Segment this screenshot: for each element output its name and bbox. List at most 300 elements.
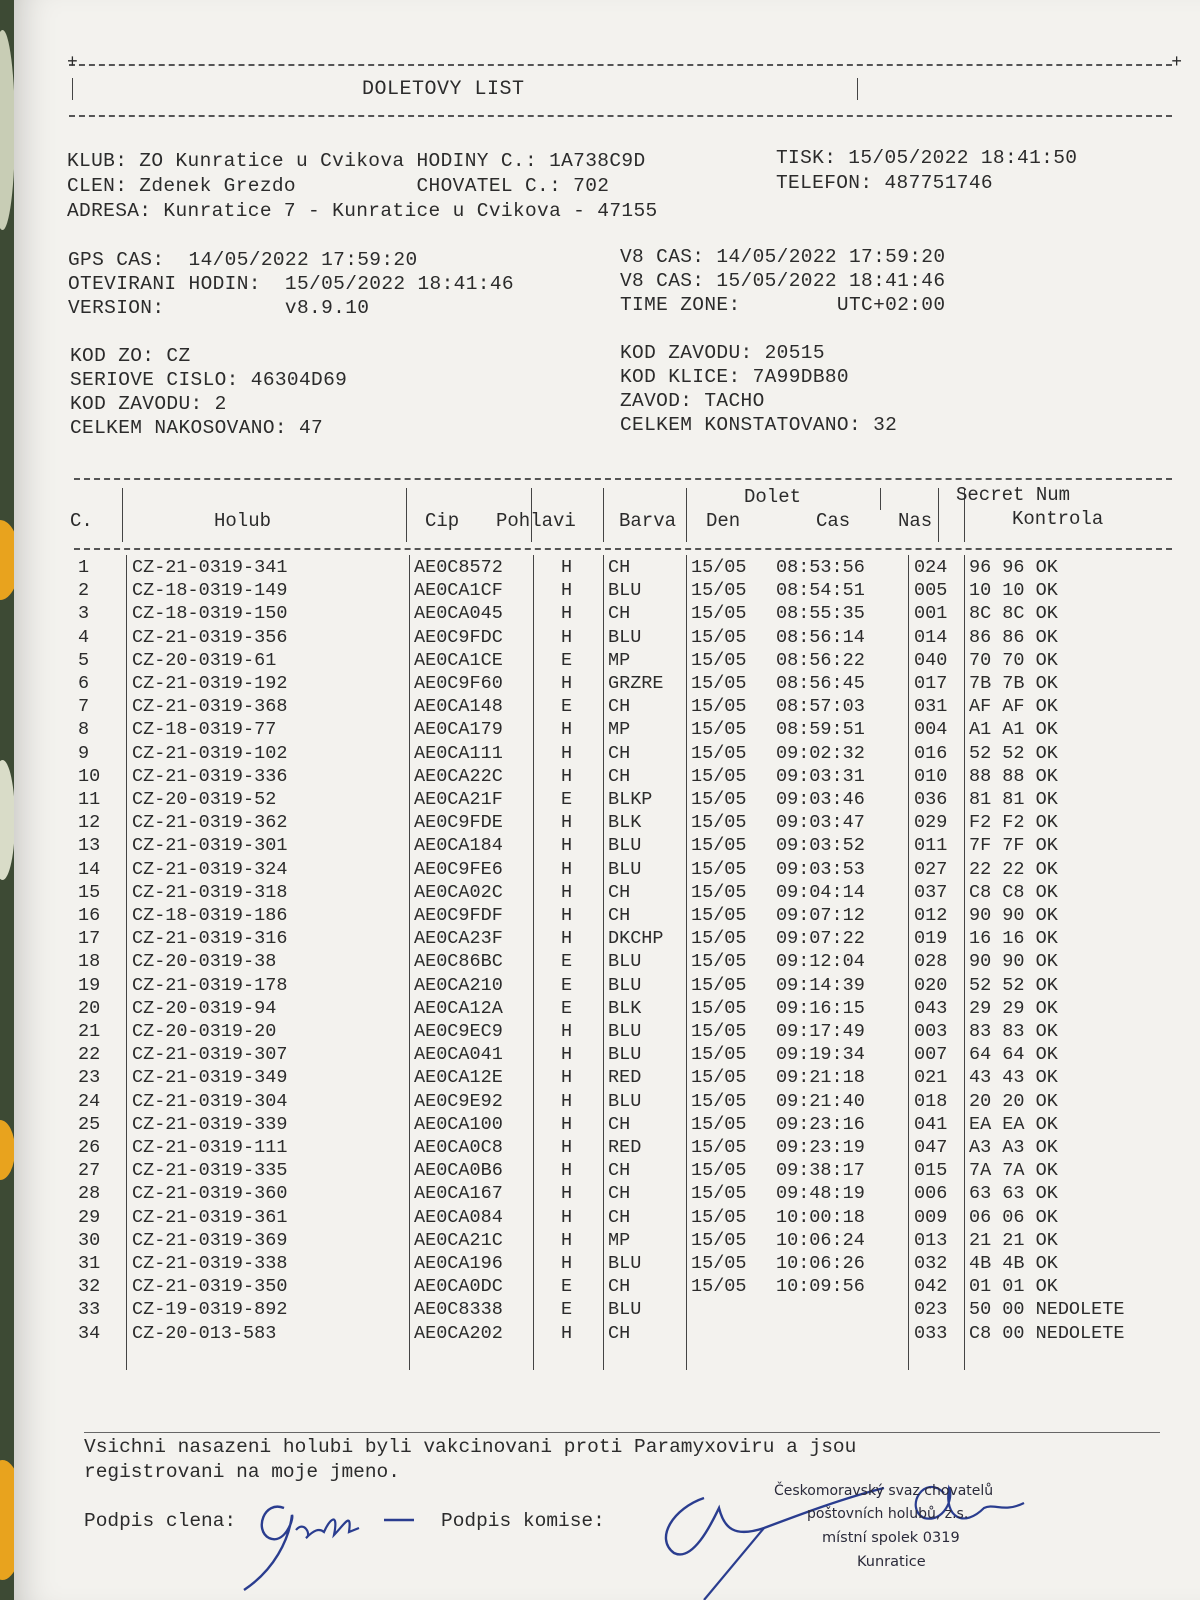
cell-cas: 10:06:26	[776, 1253, 865, 1274]
cell-den: 15/05	[691, 673, 747, 694]
cell-holub: CZ-21-0319-356	[132, 626, 288, 648]
cell-holub: CZ-20-0319-20	[132, 1021, 277, 1042]
cell-pohlavi: H	[561, 1137, 573, 1158]
cell-den: 15/05	[691, 881, 747, 903]
cell-poradi: 12	[78, 812, 101, 834]
cell-cas: 09:16:15	[776, 997, 865, 1019]
cell-cip: AE0C8338	[414, 1299, 503, 1321]
cell-barva: MP	[608, 719, 631, 741]
cell-cip: AE0CA1CF	[414, 580, 503, 602]
cell-nas: 011	[914, 835, 948, 857]
cell-cas: 08:56:45	[776, 673, 865, 694]
cell-den: 15/05	[691, 696, 747, 718]
cell-nas: 018	[914, 1090, 948, 1112]
member-signature	[234, 1490, 434, 1600]
stamp-line-2: poštovních holubů, z.s.	[807, 1506, 969, 1522]
cell-den: 15/05	[691, 649, 747, 671]
cell-holub: CZ-20-0319-61	[132, 649, 277, 671]
cell-cip: AE0CA196	[414, 1253, 503, 1274]
cell-holub: CZ-21-0319-111	[132, 1137, 288, 1158]
cell-den: 15/05	[691, 812, 747, 834]
cell-pohlavi: H	[561, 1044, 573, 1066]
cell-den: 15/05	[691, 765, 747, 787]
cell-nas: 031	[914, 696, 948, 718]
cell-den: 15/05	[691, 997, 747, 1019]
cell-poradi: 13	[78, 835, 101, 857]
cell-poradi: 32	[78, 1276, 101, 1298]
info-v8-cas-1: V8 CAS: 14/05/2022 17:59:20	[620, 246, 946, 268]
cell-nas: 013	[914, 1229, 948, 1251]
cell-pohlavi: H	[561, 881, 573, 903]
cell-poradi: 19	[78, 974, 101, 996]
cell-poradi: 5	[78, 649, 90, 671]
cell-nas: 019	[914, 928, 948, 950]
cell-poradi: 10	[78, 765, 101, 787]
table-row	[14, 672, 1184, 695]
cell-poradi: 6	[78, 673, 90, 694]
cell-nas: 041	[914, 1113, 948, 1135]
cell-cas: 09:23:19	[776, 1137, 865, 1158]
cell-poradi: 4	[78, 626, 90, 648]
cell-cas: 09:14:39	[776, 974, 865, 996]
header-divider	[603, 488, 604, 542]
cell-barva: CH	[608, 1322, 631, 1344]
cell-kontrola: 90 90 OK	[969, 905, 1058, 926]
cell-barva: BLU	[608, 974, 642, 996]
cell-barva: MP	[608, 649, 631, 671]
cell-cip: AE0CA12E	[414, 1067, 503, 1089]
cell-pohlavi: H	[561, 1229, 573, 1251]
cell-poradi: 29	[78, 1206, 101, 1228]
info-seriove-cislo: SERIOVE CISLO: 46304D69	[70, 369, 348, 391]
cell-pohlavi: H	[561, 1067, 573, 1089]
table-row	[14, 950, 1184, 973]
cell-pohlavi: H	[561, 858, 573, 880]
cell-nas: 029	[914, 812, 948, 834]
cell-poradi: 3	[78, 603, 90, 625]
cell-pohlavi: H	[561, 742, 573, 764]
cell-den: 15/05	[691, 835, 747, 857]
cell-cas: 10:00:18	[776, 1206, 865, 1228]
cell-kontrola: 96 96 OK	[969, 557, 1058, 578]
cell-nas: 007	[914, 1044, 948, 1066]
cell-nas: 021	[914, 1067, 948, 1089]
cell-pohlavi: H	[561, 719, 573, 741]
header-divider	[880, 488, 881, 510]
declaration-line-1: Vsichni nasazeni holubi byli vakcinovani proti Paramyxoviru a jsou	[84, 1436, 857, 1458]
cell-cip: AE0CA02C	[414, 881, 503, 903]
cell-pohlavi: H	[561, 1160, 573, 1182]
cell-poradi: 14	[78, 858, 101, 880]
cell-nas: 005	[914, 580, 948, 602]
cell-poradi: 27	[78, 1160, 101, 1182]
cell-poradi: 15	[78, 881, 101, 903]
table-row	[14, 718, 1184, 741]
cell-cas: 09:21:18	[776, 1067, 865, 1089]
cell-holub: CZ-21-0319-360	[132, 1183, 288, 1205]
cell-cip: AE0CA148	[414, 696, 503, 718]
info-klub: KLUB: ZO Kunratice u Cvikova HODINY C.: 1A738C9D	[67, 150, 646, 172]
cell-pohlavi: E	[561, 951, 573, 973]
cell-den: 15/05	[691, 951, 747, 973]
cell-cip: AE0CA23F	[414, 928, 503, 950]
cell-cas: 10:09:56	[776, 1276, 865, 1298]
cell-den: 15/05	[691, 1160, 747, 1182]
cell-poradi: 23	[78, 1067, 101, 1089]
cell-kontrola: 88 88 OK	[969, 765, 1058, 787]
cell-pohlavi: H	[561, 557, 573, 578]
cell-cas: 09:03:31	[776, 765, 865, 787]
cell-kontrola: 64 64 OK	[969, 1044, 1058, 1066]
cell-den: 15/05	[691, 1113, 747, 1135]
cell-poradi: 20	[78, 997, 101, 1019]
table-row	[14, 695, 1184, 718]
cell-holub: CZ-18-0319-149	[132, 580, 288, 602]
cell-den: 15/05	[691, 858, 747, 880]
info-kod-klice: KOD KLICE: 7A99DB80	[620, 366, 849, 388]
cell-nas: 020	[914, 974, 948, 996]
cell-barva: BLU	[608, 626, 642, 648]
cell-barva: BLU	[608, 951, 642, 973]
cell-poradi: 1	[78, 557, 90, 578]
table-row	[14, 1322, 1184, 1345]
cell-cip: AE0C86BC	[414, 951, 503, 973]
cell-poradi: 26	[78, 1137, 101, 1158]
cell-nas: 010	[914, 765, 948, 787]
cell-poradi: 34	[78, 1322, 101, 1344]
cell-barva: CH	[608, 603, 631, 625]
table-row	[14, 556, 1184, 579]
cell-cip: AE0CA179	[414, 719, 503, 741]
cell-kontrola: 20 20 OK	[969, 1090, 1058, 1112]
cell-cas: 09:21:40	[776, 1090, 865, 1112]
header-pohlavi: Pohlavi	[496, 510, 576, 532]
cell-kontrola: 63 63 OK	[969, 1183, 1058, 1205]
cell-barva: BLU	[608, 1090, 642, 1112]
cell-cip: AE0C9FDF	[414, 905, 503, 926]
cell-pohlavi: H	[561, 626, 573, 648]
cell-cip: AE0CA0C8	[414, 1137, 503, 1158]
cell-pohlavi: H	[561, 1322, 573, 1344]
cell-pohlavi: H	[561, 928, 573, 950]
cell-den: 15/05	[691, 928, 747, 950]
cell-nas: 024	[914, 557, 948, 578]
cell-kontrola: 90 90 OK	[969, 951, 1058, 973]
cell-cip: AE0C9F60	[414, 673, 503, 694]
cell-pohlavi: H	[561, 580, 573, 602]
table-row	[14, 834, 1184, 857]
header-nas: Nas	[898, 510, 933, 532]
cell-kontrola: AF AF OK	[969, 696, 1058, 718]
cell-pohlavi: H	[561, 1206, 573, 1228]
header-barva: Barva	[619, 510, 677, 532]
cell-cas: 09:12:04	[776, 951, 865, 973]
cell-kontrola: 70 70 OK	[969, 649, 1058, 671]
cell-nas: 043	[914, 997, 948, 1019]
table-row	[14, 1066, 1184, 1089]
cell-holub: CZ-21-0319-192	[132, 673, 288, 694]
cell-cas: 09:17:49	[776, 1021, 865, 1042]
cell-pohlavi: H	[561, 1021, 573, 1042]
cell-den: 15/05	[691, 1206, 747, 1228]
table-row	[14, 811, 1184, 834]
declaration-line-2: registrovani na moje jmeno.	[84, 1461, 400, 1483]
cell-den: 15/05	[691, 1067, 747, 1089]
table-row	[14, 974, 1184, 997]
info-tisk: TISK: 15/05/2022 18:41:50	[776, 147, 1078, 169]
cell-kontrola: 8C 8C OK	[969, 603, 1058, 625]
cell-kontrola: 22 22 OK	[969, 858, 1058, 880]
title-border-mid	[857, 78, 858, 100]
cell-barva: RED	[608, 1067, 642, 1089]
cell-nas: 014	[914, 626, 948, 648]
cell-cip: AE0CA111	[414, 742, 503, 764]
table-row	[14, 1275, 1184, 1298]
cell-cip: AE0C9FE6	[414, 858, 503, 880]
cell-poradi: 28	[78, 1183, 101, 1205]
cell-holub: CZ-21-0319-361	[132, 1206, 288, 1228]
title-border-left	[72, 78, 73, 100]
info-celkem-konstatovano: CELKEM KONSTATOVANO: 32	[620, 414, 898, 436]
cell-cas: 10:06:24	[776, 1229, 865, 1251]
cell-poradi: 33	[78, 1299, 101, 1321]
cell-cip: AE0CA21C	[414, 1229, 503, 1251]
table-row	[14, 1113, 1184, 1136]
cell-cas: 08:54:51	[776, 580, 865, 602]
cell-pohlavi: H	[561, 603, 573, 625]
cell-pohlavi: E	[561, 974, 573, 996]
cell-cip: AE0CA041	[414, 1044, 503, 1066]
cell-holub: CZ-21-0319-335	[132, 1160, 288, 1182]
cell-pohlavi: E	[561, 1276, 573, 1298]
info-adresa: ADRESA: Kunratice 7 - Kunratice u Cvikova - 47155	[67, 200, 658, 222]
table-row	[14, 904, 1184, 927]
header-cip: Cip	[425, 510, 460, 532]
cell-barva: CH	[608, 765, 631, 787]
table-row	[14, 649, 1184, 672]
cell-den: 15/05	[691, 1276, 747, 1298]
cell-barva: CH	[608, 1183, 631, 1205]
cell-holub: CZ-18-0319-150	[132, 603, 288, 625]
cell-barva: BLK	[608, 812, 642, 834]
table-row	[14, 1252, 1184, 1275]
cell-kontrola: 7F 7F OK	[969, 835, 1058, 857]
cell-holub: CZ-18-0319-77	[132, 719, 277, 741]
cell-kontrola: 83 83 OK	[969, 1021, 1058, 1042]
cell-cip: AE0CA202	[414, 1322, 503, 1344]
cell-barva: BLU	[608, 858, 642, 880]
cell-cas: 08:55:35	[776, 603, 865, 625]
cell-holub: CZ-21-0319-304	[132, 1090, 288, 1112]
cell-kontrola: F2 F2 OK	[969, 812, 1058, 834]
cell-poradi: 21	[78, 1021, 101, 1042]
cell-nas: 006	[914, 1183, 948, 1205]
cell-cip: AE0C9EC9	[414, 1021, 503, 1042]
cell-nas: 027	[914, 858, 948, 880]
cell-den: 15/05	[691, 742, 747, 764]
cell-poradi: 30	[78, 1229, 101, 1251]
info-version: VERSION: v8.9.10	[68, 297, 370, 319]
cell-cip: AE0C9E92	[414, 1090, 503, 1112]
cell-barva: BLU	[608, 1021, 642, 1042]
table-row	[14, 1229, 1184, 1252]
cell-cas: 08:56:14	[776, 626, 865, 648]
cell-kontrola: 7A 7A OK	[969, 1160, 1058, 1182]
cell-cas: 09:03:52	[776, 835, 865, 857]
cell-holub: CZ-21-0319-336	[132, 765, 288, 787]
cell-barva: RED	[608, 1137, 642, 1158]
cell-cas: 09:07:12	[776, 905, 865, 926]
cell-pohlavi: E	[561, 696, 573, 718]
cell-nas: 017	[914, 673, 948, 694]
stamp-line-1: Českomoravský svaz chovatelů	[774, 1483, 994, 1499]
cell-barva: CH	[608, 905, 631, 926]
info-v8-cas-2: V8 CAS: 15/05/2022 18:41:46	[620, 270, 946, 292]
cell-poradi: 25	[78, 1113, 101, 1135]
cell-kontrola: 81 81 OK	[969, 789, 1058, 810]
cell-barva: CH	[608, 1276, 631, 1298]
cell-nas: 028	[914, 951, 948, 973]
stamp-line-4: Kunratice	[857, 1554, 926, 1570]
cell-nas: 047	[914, 1137, 948, 1158]
table-row	[14, 997, 1184, 1020]
cell-poradi: 16	[78, 905, 101, 926]
table-row	[14, 1043, 1184, 1066]
cell-holub: CZ-20-0319-38	[132, 951, 277, 973]
cell-kontrola: 01 01 OK	[969, 1276, 1058, 1298]
cell-barva: CH	[608, 881, 631, 903]
cell-kontrola: 21 21 OK	[969, 1229, 1058, 1251]
cell-den: 15/05	[691, 719, 747, 741]
cell-pohlavi: H	[561, 673, 573, 694]
cell-den: 15/05	[691, 557, 747, 578]
cell-cip: AE0CA045	[414, 603, 503, 625]
table-row	[14, 1159, 1184, 1182]
cell-pohlavi: H	[561, 1113, 573, 1135]
cell-pohlavi: H	[561, 765, 573, 787]
cell-den: 15/05	[691, 1183, 747, 1205]
header-holub: Holub	[214, 510, 272, 532]
cell-poradi: 9	[78, 742, 90, 764]
cell-pohlavi: E	[561, 1299, 573, 1321]
cell-cip: AE0C9FDC	[414, 626, 503, 648]
title-border-top	[69, 64, 1172, 66]
cell-den: 15/05	[691, 626, 747, 648]
cell-kontrola: EA EA OK	[969, 1113, 1058, 1135]
cell-cas: 09:07:22	[776, 928, 865, 950]
cell-cas: 08:59:51	[776, 719, 865, 741]
podpis-komise-label: Podpis komise:	[441, 1510, 605, 1532]
header-divider	[938, 488, 939, 542]
table-header-border	[74, 548, 1172, 550]
header-divider	[122, 488, 123, 542]
cell-cas: 09:02:32	[776, 742, 865, 764]
cell-pohlavi: E	[561, 997, 573, 1019]
cell-barva: MP	[608, 1229, 631, 1251]
cell-holub: CZ-21-0319-339	[132, 1113, 288, 1135]
cell-cip: AE0CA0DC	[414, 1276, 503, 1298]
cell-pohlavi: E	[561, 789, 573, 810]
cell-barva: DKCHP	[608, 928, 664, 950]
cell-cip: AE0C8572	[414, 557, 503, 578]
header-divider	[406, 488, 407, 542]
cell-kontrola: 7B 7B OK	[969, 673, 1058, 694]
cell-holub: CZ-21-0319-316	[132, 928, 288, 950]
cell-cas: 09:38:17	[776, 1160, 865, 1182]
info-telefon: TELEFON: 487751746	[776, 172, 993, 194]
cell-cip: AE0CA210	[414, 974, 503, 996]
cell-barva: BLU	[608, 1299, 642, 1321]
cell-kontrola: 10 10 OK	[969, 580, 1058, 602]
cell-cas: 09:19:34	[776, 1044, 865, 1066]
cell-barva: BLK	[608, 997, 642, 1019]
title-corner: +	[67, 53, 78, 73]
cell-kontrola: 29 29 OK	[969, 997, 1058, 1019]
cell-kontrola: 06 06 OK	[969, 1206, 1058, 1228]
header-dolet: Dolet	[744, 486, 802, 508]
table-row	[14, 927, 1184, 950]
cell-poradi: 8	[78, 719, 90, 741]
cell-cas: 09:03:53	[776, 858, 865, 880]
cell-poradi: 24	[78, 1090, 101, 1112]
cell-holub: CZ-20-0319-94	[132, 997, 277, 1019]
cell-den: 15/05	[691, 905, 747, 926]
cell-nas: 009	[914, 1206, 948, 1228]
table-row	[14, 1206, 1184, 1229]
cell-barva: CH	[608, 1160, 631, 1182]
table-row	[14, 626, 1184, 649]
cell-nas: 003	[914, 1021, 948, 1042]
cell-cip: AE0CA0B6	[414, 1160, 503, 1182]
table-row	[14, 788, 1184, 811]
cell-pohlavi: H	[561, 1253, 573, 1274]
cell-nas: 012	[914, 905, 948, 926]
cell-holub: CZ-21-0319-349	[132, 1067, 288, 1089]
cell-den: 15/05	[691, 1044, 747, 1066]
cell-pohlavi: H	[561, 1090, 573, 1112]
info-kod-zo: KOD ZO: CZ	[70, 345, 191, 367]
cell-kontrola: C8 C8 OK	[969, 881, 1058, 903]
info-clen: CLEN: Zdenek Grezdo CHOVATEL C.: 702	[67, 175, 610, 197]
cell-barva: GRZRE	[608, 673, 664, 694]
cell-den: 15/05	[691, 1253, 747, 1274]
cell-barva: CH	[608, 742, 631, 764]
cell-holub: CZ-21-0319-341	[132, 557, 288, 578]
info-celkem-nakosovano: CELKEM NAKOSOVANO: 47	[70, 417, 324, 439]
cell-kontrola: C8 00 NEDOLETE	[969, 1322, 1125, 1344]
cell-barva: CH	[608, 1206, 631, 1228]
document-title: DOLETOVY LIST	[362, 78, 525, 101]
table-row	[14, 1182, 1184, 1205]
info-kod-zavodu: KOD ZAVODU: 2	[70, 393, 227, 415]
cell-holub: CZ-21-0319-350	[132, 1276, 288, 1298]
cell-nas: 001	[914, 603, 948, 625]
cell-poradi: 2	[78, 580, 90, 602]
cell-den: 15/05	[691, 603, 747, 625]
cell-kontrola: 52 52 OK	[969, 742, 1058, 764]
cell-poradi: 18	[78, 951, 101, 973]
info-zavod: ZAVOD: TACHO	[620, 390, 765, 412]
cell-barva: BLU	[608, 1044, 642, 1066]
cell-holub: CZ-20-0319-52	[132, 789, 277, 810]
podpis-clena-label: Podpis clena:	[84, 1510, 237, 1532]
cell-den: 15/05	[691, 789, 747, 810]
cell-cip: AE0CA1CE	[414, 649, 503, 671]
table-row	[14, 858, 1184, 881]
cell-pohlavi: E	[561, 649, 573, 671]
cell-holub: CZ-21-0319-178	[132, 974, 288, 996]
cell-kontrola: 50 00 NEDOLETE	[969, 1299, 1125, 1321]
